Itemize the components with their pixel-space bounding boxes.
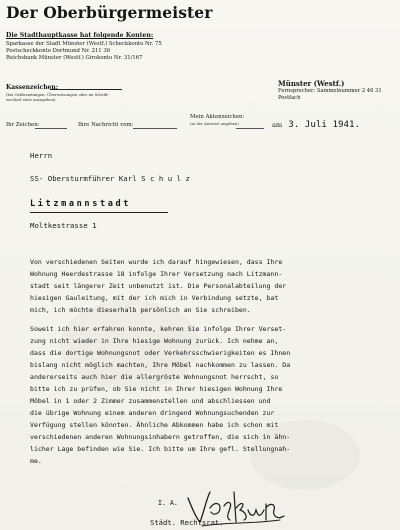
recipient-street: Moltkestrasse 1	[30, 221, 97, 230]
body-line: bitte ich zu prüfen, ob Sie nicht in Ihrer hiesigen Wohnung Ihre	[30, 385, 283, 393]
letterhead-title: Der Oberbürgermeister	[6, 3, 213, 22]
kassenzeichen-label: Kassenzeichen:	[6, 84, 58, 91]
signature-rank: Städt. Rechtsrat.	[150, 518, 224, 527]
mein-aktenzeichen-label: Mein Aktenzeichen:	[190, 114, 245, 120]
recipient-salutation: Herrn	[30, 151, 53, 160]
kassenzeichen-line	[50, 89, 122, 90]
kassenzeichen-note: (bei Geldsendungen, Überweisungen oder im Schrift-	[6, 92, 109, 97]
mein-aktenzeichen-note: (in der Antwort angeben)	[190, 121, 239, 126]
ihre-nachricht-label: Ihre Nachricht vom:	[78, 122, 134, 128]
recipient-name: SS- Obersturmführer Karl S c h u l z	[30, 174, 190, 183]
kassenzeichen-note: wechsel stets anzugeben)	[6, 97, 56, 102]
recipient-city: Litzmannstadt	[30, 199, 132, 209]
stadthauptkasse-heading: Die Stadthauptkasse hat folgende Konten:	[6, 32, 154, 39]
sender-phone: Fernsprecher: Sammelnummer 2 46 31	[278, 88, 382, 94]
mein-aktenzeichen-line	[236, 128, 264, 129]
body-line: andererseits auch hier die allergröste Wohnungsnot herrscht, so	[30, 373, 279, 381]
body-line: dass die dortige Wohnungsnot oder Verkehrsschwierigkeiten es Ihnen	[30, 349, 291, 357]
ihr-zeichen-label: Ihr Zeichen:	[6, 122, 40, 128]
ihr-zeichen-line	[35, 128, 67, 129]
account-line: Reichsbank Münster (Westf.) Girokonto Nr. 31/167	[6, 55, 143, 61]
body-line: Von verschiedenen Seiten wurde ich darauf hingewiesen, dass Ihre	[30, 258, 283, 266]
body-line: Möbel in 1 oder 2 Zimmer zusammenstellen und abschliessen und	[30, 397, 271, 405]
body-line: Verfügung stellen könnten. Ähnliche Abkommen habe ich schon mit	[30, 421, 279, 429]
sender-postfach: Postfach	[278, 95, 301, 101]
sender-city: Münster (Westf.)	[278, 79, 345, 88]
recipient-city-rule	[30, 212, 168, 213]
body-line: mich, ich möchte dieserhalb persönlich an Sie schreiben.	[30, 306, 251, 314]
body-line: Wohnung Heerdestrasse 18 infolge Ihrer Versetzung nach Litzmann-	[30, 270, 283, 278]
account-line: Postscheckkonto Dortmund Nr. 211 36	[6, 48, 111, 54]
body-line: me.	[30, 457, 42, 465]
body-line: licher Lage befinden wie Sie. Ich bitte um Ihre gefl. Stellungnah-	[30, 445, 291, 453]
body-line: bislang nicht möglich machten, Ihre Möbel nachkommen zu lassen. Da	[30, 361, 291, 369]
body-line: verschiedenen anderen Wohnungsinhabern getroffen, die sich in ähn-	[30, 433, 291, 441]
date-value: 3. Juli 1941.	[288, 119, 361, 130]
body-line: Soweit ich hier erfahren konnte, kehren Sie infolge Ihrer Verset-	[30, 325, 287, 333]
body-line: hiesigen Gauleitung, mit der ich mich in Verbindung setzte, bat	[30, 294, 279, 302]
body-line: stadt seit längerer Zeit unbenutzt ist. Die Personalabteilung der	[30, 282, 287, 290]
account-line: Sparkasse der Stadt Münster (Westf.) Scheckkonto Nr. 75	[6, 41, 162, 47]
body-line: die übrige Wohnung einem anderen dringend Wohnungsuchenden zur	[30, 409, 275, 417]
ihre-nachricht-line	[133, 128, 177, 129]
date-prefix: am	[272, 121, 283, 129]
signature-ja: I. A.	[158, 499, 178, 507]
body-line: zung nicht wieder in Ihre hiesige Wohnung zurück. Ich nehme an,	[30, 337, 279, 345]
letter-date	[272, 119, 360, 130]
